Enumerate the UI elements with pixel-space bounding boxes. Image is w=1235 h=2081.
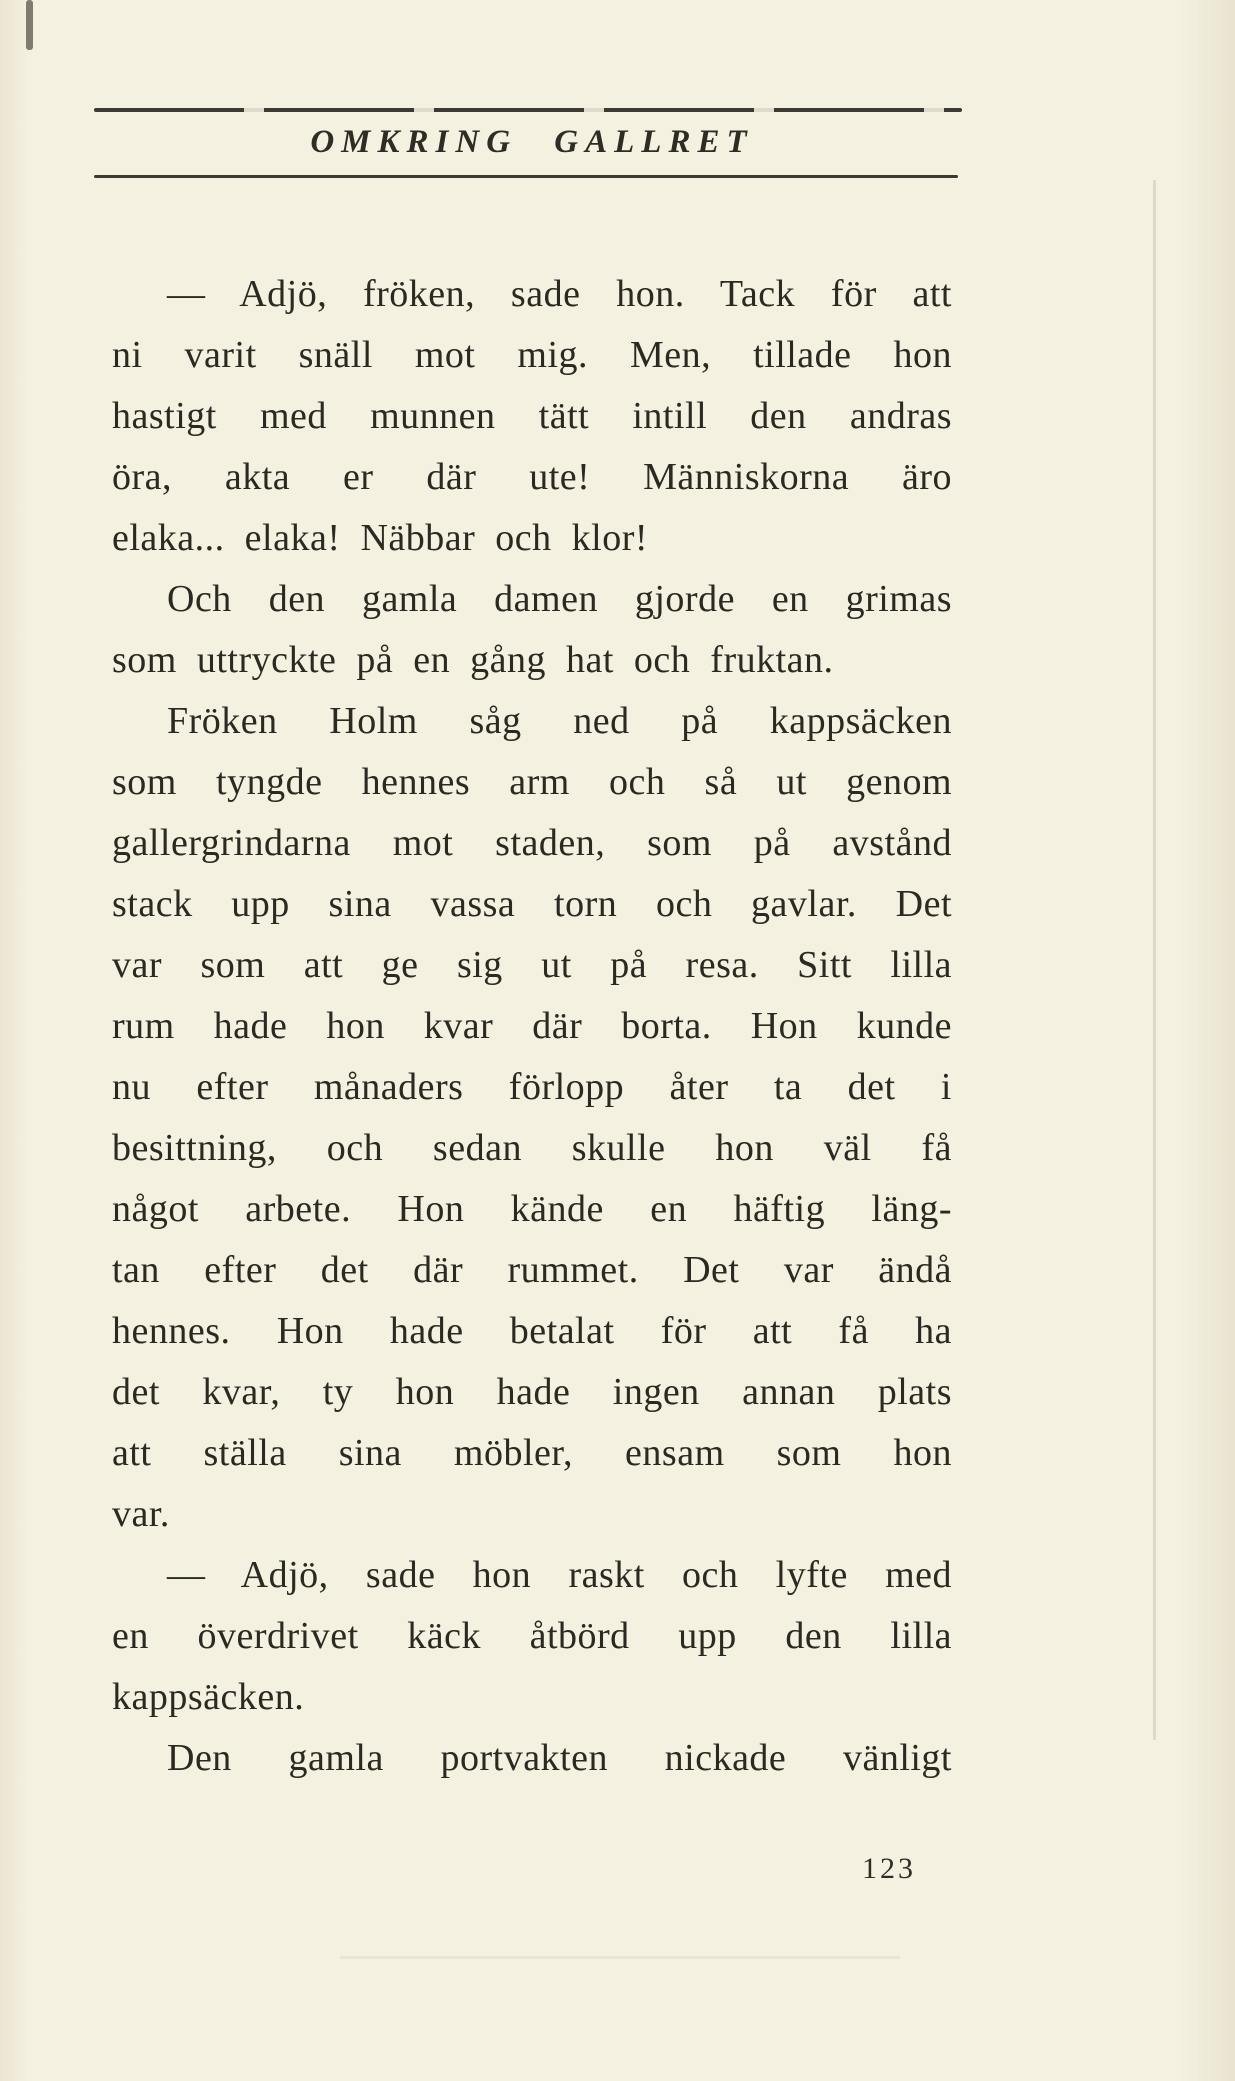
- text-line: en överdrivet käck åtbörd upp den lilla: [112, 1615, 952, 1657]
- text-line: Fröken Holm såg ned på kappsäcken: [167, 700, 952, 742]
- text-line: öra, akta er där ute! Människorna äro: [112, 456, 952, 498]
- running-title: OMKRING GALLRET: [310, 124, 754, 160]
- scan-artifact-page-edge: [1153, 180, 1156, 1740]
- scan-artifact-smudge: [340, 1956, 900, 1959]
- text-line: var.: [112, 1493, 170, 1535]
- scan-artifact-corner: [26, 0, 33, 50]
- text-line: — Adjö, fröken, sade hon. Tack för att: [167, 273, 952, 315]
- text-line: som tyngde hennes arm och så ut genom: [112, 761, 952, 803]
- text-line: något arbete. Hon kände en häftig läng-: [112, 1188, 952, 1230]
- text-line: att ställa sina möbler, ensam som hon: [112, 1432, 952, 1474]
- text-line: — Adjö, sade hon raskt och lyfte med: [167, 1554, 952, 1596]
- text-line: hastigt med munnen tätt intill den andras: [112, 395, 952, 437]
- text-line: det kvar, ty hon hade ingen annan plats: [112, 1371, 952, 1413]
- body-text: [112, 264, 952, 1789]
- text-line: Och den gamla damen gjorde en grimas: [167, 578, 952, 620]
- header-rule-bottom: [94, 175, 958, 178]
- text-line: hennes. Hon hade betalat för att få ha: [112, 1310, 952, 1352]
- text-line: elaka... elaka! Näbbar och klor!: [112, 517, 649, 559]
- text-line: besittning, och sedan skulle hon väl få: [112, 1127, 952, 1169]
- text-line: stack upp sina vassa torn och gavlar. Det: [112, 883, 952, 925]
- text-line: gallergrindarna mot staden, som på avstånd: [112, 822, 952, 864]
- text-line: nu efter månaders förlopp åter ta det i: [112, 1066, 952, 1108]
- text-line: Den gamla portvakten nickade vänligt: [167, 1737, 952, 1779]
- text-line: rum hade hon kvar där borta. Hon kunde: [112, 1005, 952, 1047]
- text-line: som uttryckte på en gång hat och fruktan.: [112, 639, 834, 681]
- text-line: kappsäcken.: [112, 1676, 305, 1718]
- page-number: 123: [862, 1852, 916, 1885]
- text-block: [112, 108, 952, 1789]
- text-line: ni varit snäll mot mig. Men, tillade hon: [112, 334, 952, 376]
- header-rule-top: [94, 108, 962, 112]
- text-line: tan efter det där rummet. Det var ändå: [112, 1249, 952, 1291]
- text-line: var som att ge sig ut på resa. Sitt lilla: [112, 944, 952, 986]
